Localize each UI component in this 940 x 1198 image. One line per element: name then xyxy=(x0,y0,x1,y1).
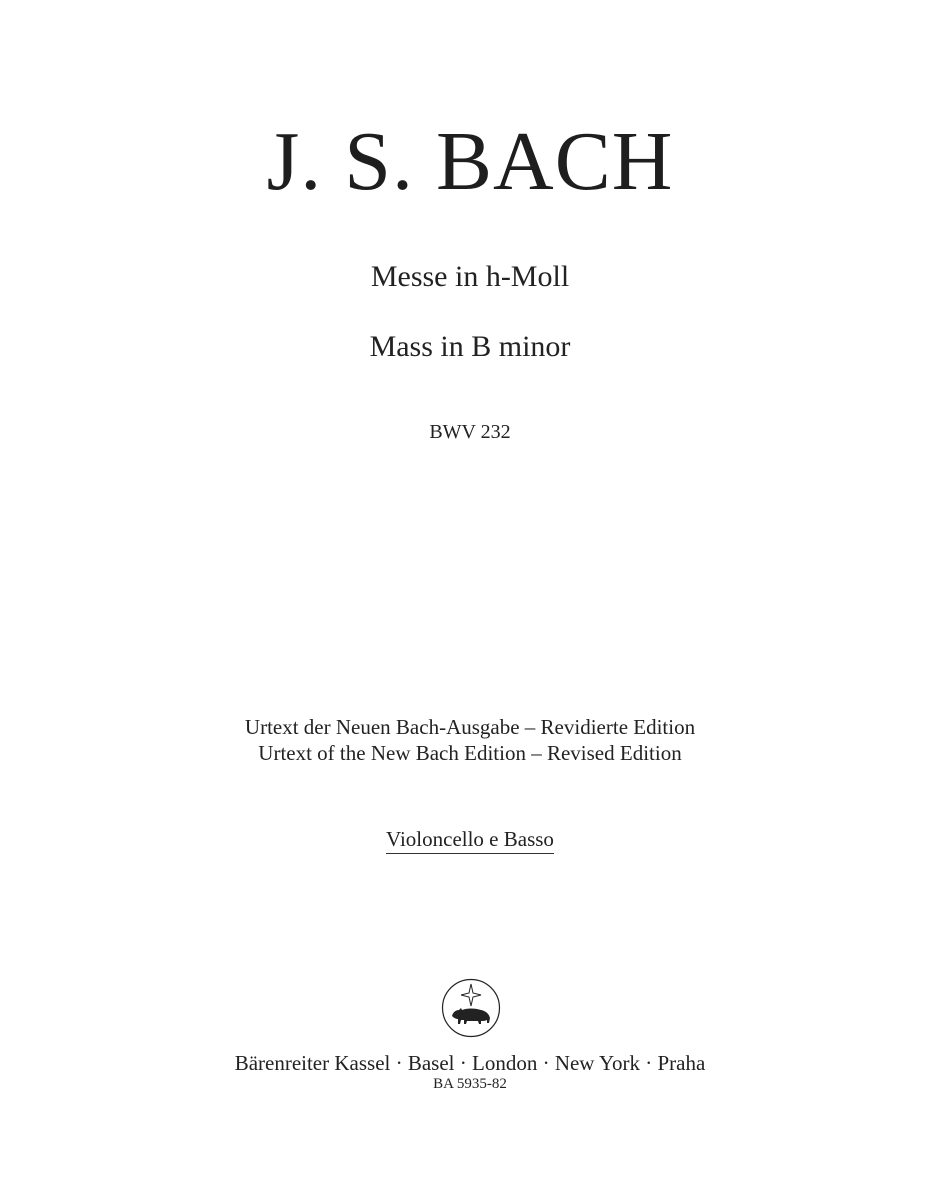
instrument-part-label: Violoncello e Basso xyxy=(386,826,554,854)
baerenreiter-bear-star-logo-icon xyxy=(441,978,501,1038)
instrument-part-line xyxy=(0,826,940,854)
catalog-number: BA 5935-82 xyxy=(433,1076,507,1092)
work-title-german: Messe in h-Moll xyxy=(370,260,570,293)
edition-note-german: Urtext der Neuen Bach-Ausgabe – Revidierte Edition xyxy=(244,715,696,739)
catalog-designation: BWV 232 xyxy=(429,421,511,443)
work-title-english: Mass in B minor xyxy=(369,330,571,363)
edition-note-english: Urtext of the New Bach Edition – Revised Edition xyxy=(258,741,682,765)
publisher-line: Bärenreiter Kassel · Basel · London · New York · Praha xyxy=(234,1051,706,1075)
composer-name: J. S. BACH xyxy=(266,115,674,208)
